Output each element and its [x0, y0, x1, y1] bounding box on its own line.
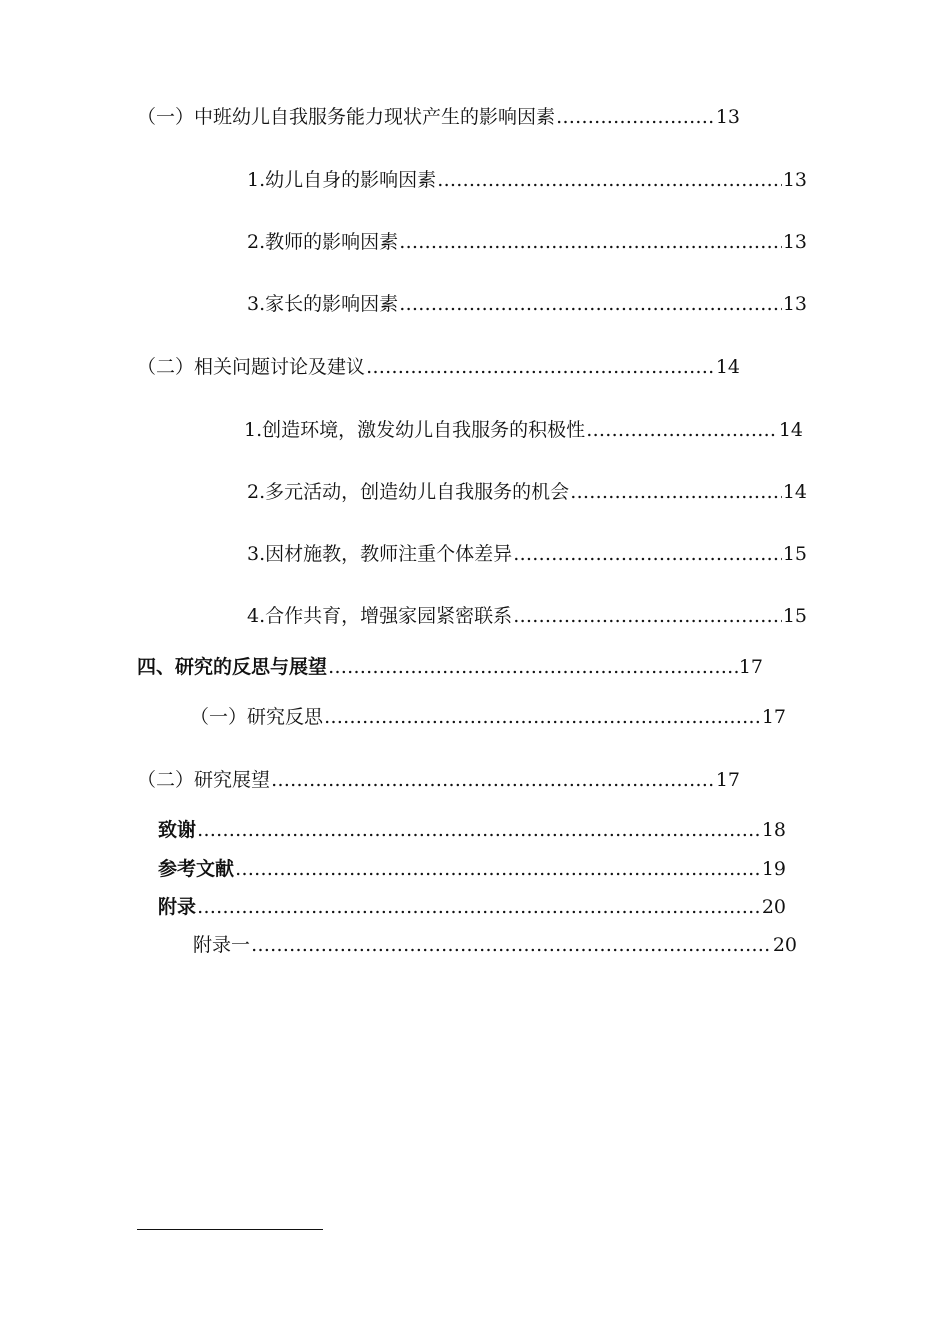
toc-page-number: 13: [782, 231, 807, 253]
dot-leader: [513, 603, 782, 629]
toc-title: 3.家长的影响因素: [247, 293, 399, 315]
dot-leader: [235, 856, 761, 882]
toc-page-number: 20: [761, 896, 786, 918]
toc-entry-individual: [247, 541, 807, 567]
toc-page-number: 19: [761, 858, 786, 880]
dot-leader: [556, 104, 715, 130]
toc-entry-appendix: [158, 894, 786, 920]
toc-title: 1.创造环境，激发幼儿自我服务的积极性: [244, 419, 586, 441]
toc-entry-references: [158, 856, 786, 882]
toc-page-number: 14: [782, 481, 807, 503]
dot-leader: [399, 291, 782, 317]
toc-page-number: 14: [715, 356, 740, 378]
dot-leader: [197, 894, 761, 920]
toc-entry-teacher-factors: [247, 229, 807, 255]
toc-entry-appendix-one: [193, 932, 797, 958]
toc-title: 2.多元活动，创造幼儿自我服务的机会: [247, 481, 570, 503]
toc-page-number: 17: [738, 656, 763, 678]
toc-entry-parent-factors: [247, 291, 807, 317]
dot-leader: [366, 354, 715, 380]
dot-leader: [324, 704, 761, 730]
toc-entry-child-factors: [247, 167, 807, 193]
toc-page-number: 13: [715, 106, 740, 128]
toc-entry-activities: [247, 479, 807, 505]
toc-entry-acknowledgements: [158, 817, 786, 843]
toc-title: 四、研究的反思与展望: [137, 656, 328, 678]
dot-leader: [251, 932, 772, 958]
toc-title: 致谢: [158, 819, 197, 841]
toc-entry-factors: [137, 104, 740, 130]
dot-leader: [586, 417, 778, 443]
dot-leader: [570, 479, 782, 505]
toc-entry-reflection: [190, 704, 786, 730]
toc-title: 3.因材施教，教师注重个体差异: [247, 543, 513, 565]
toc-title: 附录一: [193, 934, 251, 956]
toc-entry-environment: [244, 417, 803, 443]
toc-title: 2.教师的影响因素: [247, 231, 399, 253]
dot-leader: [271, 767, 715, 793]
toc-page-number: 15: [782, 605, 807, 627]
toc-page-number: 15: [782, 543, 807, 565]
toc-entry-reflection-outlook: [137, 654, 763, 680]
dot-leader: [437, 167, 782, 193]
toc-page-number: 13: [782, 169, 807, 191]
toc-page-number: 13: [782, 293, 807, 315]
toc-page-number: 20: [772, 934, 797, 956]
toc-page-number: 14: [778, 419, 803, 441]
toc-title: （一）中班幼儿自我服务能力现状产生的影响因素: [137, 106, 556, 128]
toc-title: 4.合作共育，增强家园紧密联系: [247, 605, 513, 627]
toc-page-number: 17: [761, 706, 786, 728]
toc-page-number: 18: [761, 819, 786, 841]
toc-entry-cooperation: [247, 603, 807, 629]
dot-leader: [197, 817, 761, 843]
toc-title: 1.幼儿自身的影响因素: [247, 169, 437, 191]
dot-leader: [513, 541, 782, 567]
toc-title: （一）研究反思: [190, 706, 324, 728]
dot-leader: [328, 654, 738, 680]
toc-title: 附录: [158, 896, 197, 918]
toc-entry-discussion: [137, 354, 740, 380]
dot-leader: [399, 229, 782, 255]
toc-entry-outlook: [137, 767, 740, 793]
toc-title: （二）研究展望: [137, 769, 271, 791]
toc-title: 参考文献: [158, 858, 235, 880]
footnote-separator: [137, 1229, 323, 1230]
toc-title: （二）相关问题讨论及建议: [137, 356, 366, 378]
toc-page-number: 17: [715, 769, 740, 791]
